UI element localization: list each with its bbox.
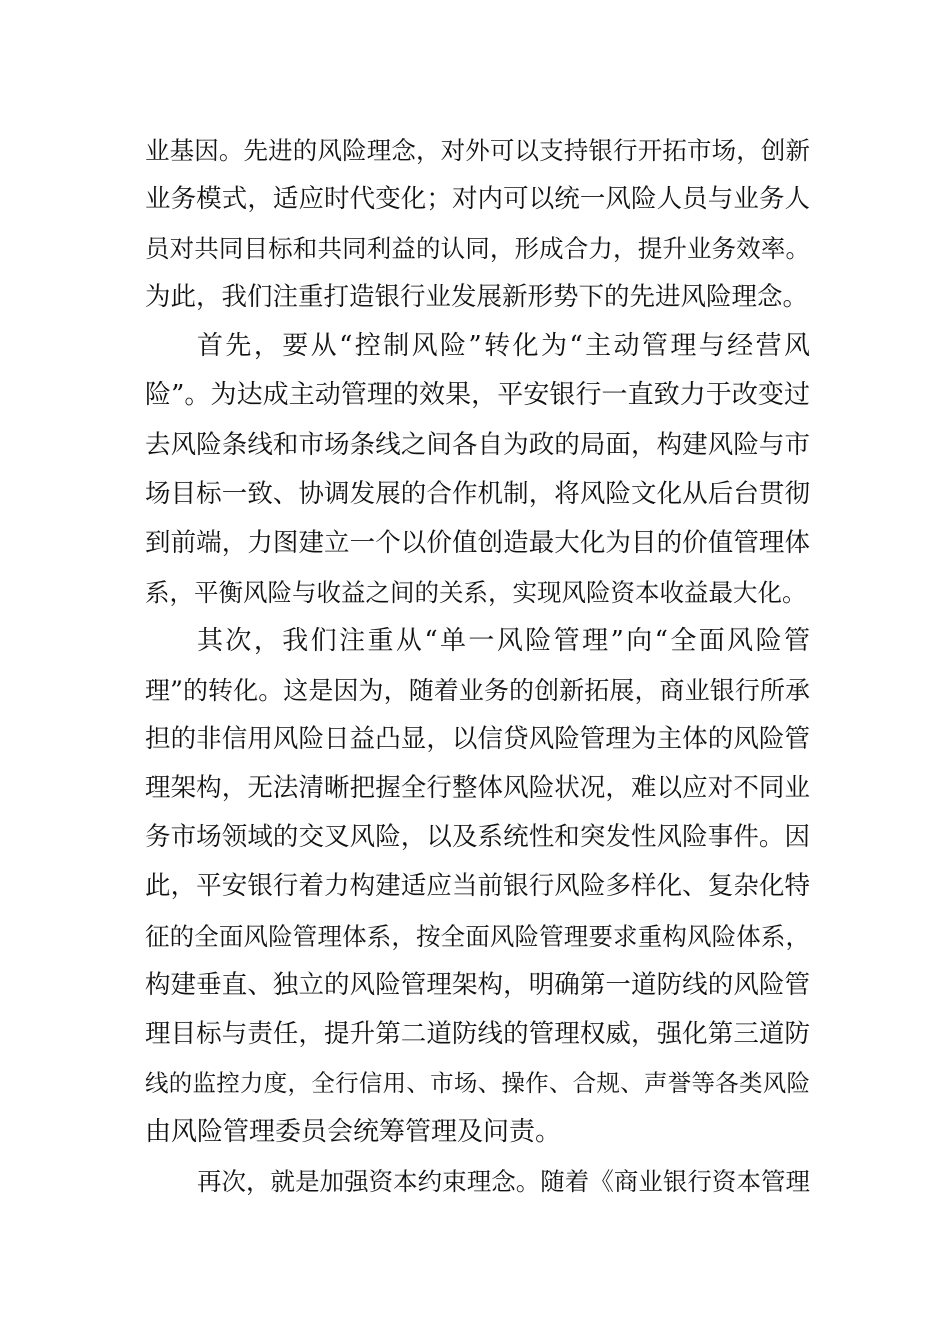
text-line: 系，平衡风险与收益之间的关系，实现风险资本收益最大化。 <box>145 577 807 607</box>
text-line: 征的全面风险管理体系，按全面风险管理要求重构风险体系， <box>145 921 810 951</box>
text-line: 员对共同目标和共同利益的认同，形成合力，提升业务效率。 <box>145 234 810 264</box>
text-line: 到前端，力图建立一个以价值创造最大化为目的价值管理体 <box>145 527 810 558</box>
text-line: 由风险管理委员会统筹管理及问责。 <box>145 1116 562 1147</box>
text-line: 为此，我们注重打造银行业发展新形势下的先进风险理念。 <box>145 282 809 313</box>
body-text <box>145 126 810 1206</box>
text-line: 线的监控力度，全行信用、市场、操作、合规、声誉等各类风险 <box>145 1068 810 1097</box>
text-line: 务市场领域的交叉风险，以及系统性和突发性风险事件。因 <box>145 822 810 853</box>
text-line: 构建垂直、独立的风险管理架构，明确第一道防线的风险管 <box>145 969 810 1000</box>
text-line: 担的非信用风险日益凸显，以信贷风险管理为主体的风险管 <box>145 724 810 755</box>
paragraph-first-line: 其次，我们注重从“单一风险管理”向“全面风险管 <box>197 625 810 656</box>
text-line: 场目标一致、协调发展的合作机制，将风险文化从后台贯彻 <box>145 478 810 509</box>
text-line: 理目标与责任，提升第二道防线的管理权威，强化第三道防 <box>145 1018 810 1049</box>
text-line: 业务模式，适应时代变化；对内可以统一风险人员与业务人 <box>145 184 810 215</box>
text-line: 理”的转化。这是因为，随着业务的创新拓展，商业银行所承 <box>145 676 810 706</box>
text-line: 业基因。先进的风险理念，对外可以支持银行开拓市场，创新 <box>145 136 810 165</box>
paragraph-first-line: 再次，就是加强资本约束理念。随着《商业银行资本管理 <box>197 1166 810 1196</box>
text-line: 此，平安银行着力构建适应当前银行风险多样化、复杂化特 <box>145 871 810 902</box>
text-line: 理架构，无法清晰把握全行整体风险状况，难以应对不同业 <box>145 773 810 804</box>
text-line: 险”。为达成主动管理的效果，平安银行一直致力于改变过 <box>145 380 810 411</box>
paragraph-first-line: 首先，要从“控制风险”转化为“主动管理与经营风 <box>197 331 810 362</box>
text-line: 去风险条线和市场条线之间各自为政的局面，构建风险与市 <box>145 429 810 460</box>
